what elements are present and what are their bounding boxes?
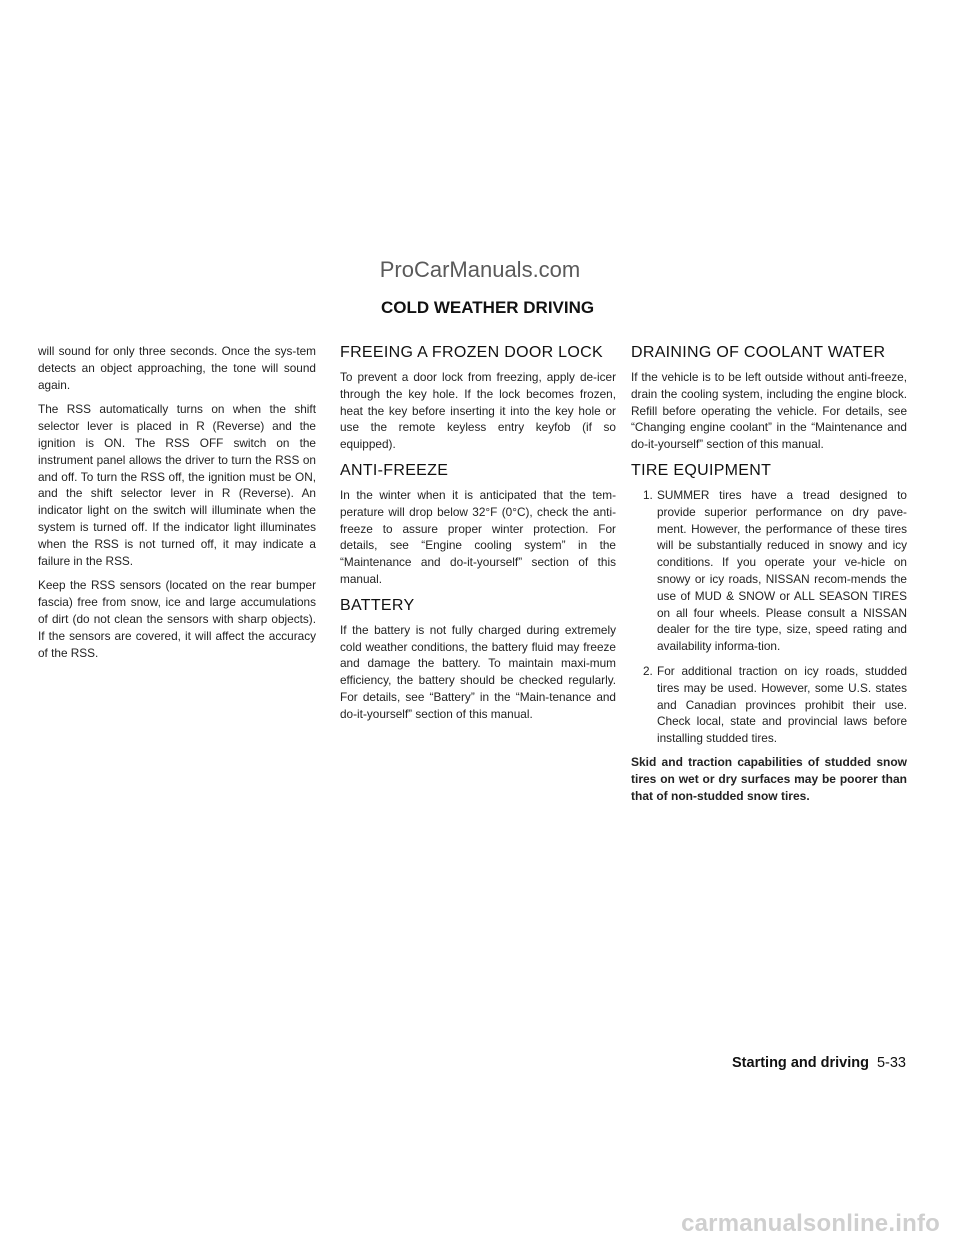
list-item xyxy=(631,487,907,655)
list-text: SUMMER tires have a tread designed to provide superior performance on dry pave-ment. However, the performance of these tires will be substantially reduced in snowy and icy conditions. If you operate your ve-hicle on snowy or icy roads, NISSAN recom-mends the use of MUD & SNOW or ALL SEASON TIRES on all four wheels. Please consult a NISSAN dealer for the tire type, size, speed rating and availability informa-tion. xyxy=(657,487,907,654)
column-1 xyxy=(38,343,316,669)
paragraph: To prevent a door lock from freezing, apply de-icer through the key hole. If the lock becomes frozen, heat the key before inserting it into the key hole or use the remote keyless entry keyfob (if so equipped). xyxy=(340,370,616,452)
studded-tire-warning: Skid and traction capabilities of studded snow tires on wet or dry surfaces may be poorer than that of non-studded snow tires. xyxy=(631,754,907,803)
heading-frozen-door-lock: FREEING A FROZEN DOOR LOCK xyxy=(340,344,603,361)
paragraph: If the vehicle is to be left outside without anti-freeze, drain the cooling system, including the engine block. Refill before operating the vehicle. For details, see “Changing engine coolant” in the “Maintenance and do-it-yourself” section of this manual. xyxy=(631,370,907,452)
column-3 xyxy=(631,343,907,813)
heading-battery: BATTERY xyxy=(340,596,415,614)
list-item xyxy=(631,663,907,747)
heading-draining-coolant: DRAINING OF COOLANT WATER xyxy=(631,344,886,361)
heading-tire-equipment: TIRE EQUIPMENT xyxy=(631,461,772,479)
paragraph: If the battery is not fully charged during extremely cold weather conditions, the battery fluid may freeze and damage the battery. To maintain maxi-mum efficiency, the battery should be checked regularly. For details, see “Battery” in the “Main-tenance and do-it-yourself” section of this manual. xyxy=(340,622,616,721)
paragraph: Keep the RSS sensors (located on the rear bumper fascia) free from snow, ice and large accumulations of dirt (do not clean the sensors with sharp objects). If the sensors are covered, it will affect the accuracy of the RSS. xyxy=(38,578,316,660)
list-number: 2. xyxy=(643,663,653,678)
watermark-top: ProCarManuals.com xyxy=(379,257,581,282)
column-2 xyxy=(340,343,616,731)
list-number: 1. xyxy=(643,487,653,502)
footer-section: Starting and driving xyxy=(732,1055,869,1071)
heading-anti-freeze: ANTI-FREEZE xyxy=(340,461,449,479)
section-title: COLD WEATHER DRIVING xyxy=(381,298,595,317)
paragraph: The RSS automatically turns on when the shift selector lever is placed in R (Reverse) and the ignition is ON. The RSS OFF switch on the instrument panel allows the driver to turn the RSS on and off. To turn the RSS off, the ignition must be ON, and the shift selector lever in R (Reverse). An indicator light on the switch will illuminate when the system is turned off. If the indicator light illuminates when the RSS is not turned off, it may indicate a failure in the RSS. xyxy=(38,402,316,568)
watermark-bottom: carmanualsonline.info xyxy=(681,1210,940,1237)
list-text: For additional traction on icy roads, studded tires may be used. However, some U.S. states and Canadian provinces prohibit their use. Check local, state and provincial laws before installing studded tires. xyxy=(657,663,907,746)
tire-list xyxy=(631,487,907,747)
page-footer xyxy=(732,1055,906,1071)
page-number: 5-33 xyxy=(876,1055,906,1071)
paragraph: In the winter when it is anticipated that the tem-perature will drop below 32°F (0°C), check the anti-freeze to assure proper winter protection. For details, see “Engine cooling system” in the “Maintenance and do-it-yourself” section of this manual. xyxy=(340,487,616,586)
paragraph: will sound for only three seconds. Once the sys-tem detects an object approaching, the tone will sound again. xyxy=(38,344,316,392)
